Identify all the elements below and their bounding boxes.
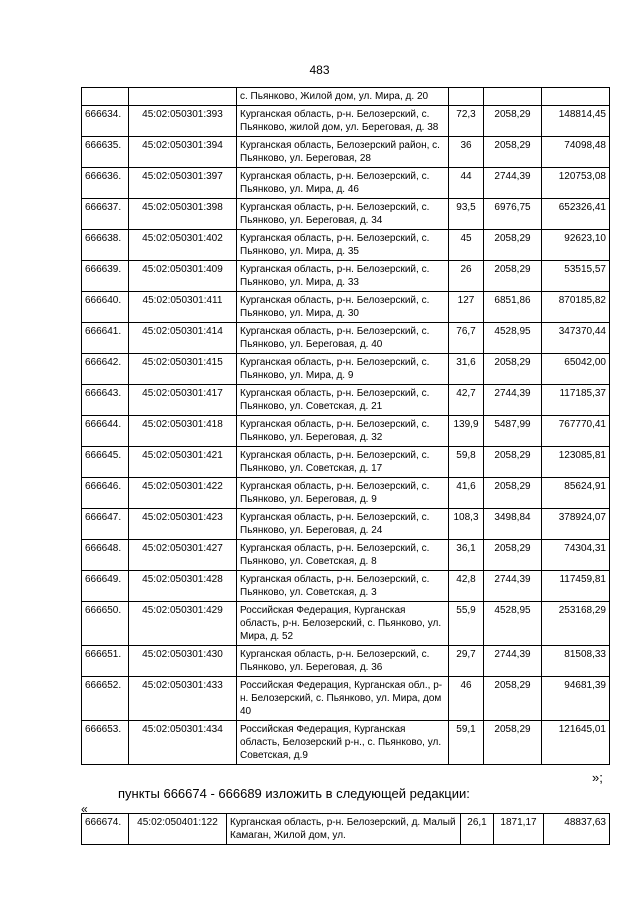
cell-area: 26: [449, 261, 484, 292]
cell-sum: 347370,44: [542, 323, 610, 354]
cell-address: Курганская область, р-н. Белозерский, с. Пьянково, ул. Береговая, д. 24: [237, 509, 449, 540]
table-body: [82, 88, 610, 765]
cell-number: 666674.: [82, 814, 129, 845]
cell-number: 666639.: [82, 261, 129, 292]
cell-number: 666650.: [82, 602, 129, 646]
cell-rate: 1871,17: [494, 814, 544, 845]
cell-number: 666651.: [82, 646, 129, 677]
cell-address: Курганская область, р-н. Белозерский, с. Пьянково, ул. Советская, д. 8: [237, 540, 449, 571]
table-row: [82, 646, 610, 677]
page-number: 483: [309, 63, 330, 77]
cell-cadastral: 45:02:050301:417: [129, 385, 237, 416]
cell-area: 55,9: [449, 602, 484, 646]
cell-sum: 53515,57: [542, 261, 610, 292]
cell-rate: 2744,39: [484, 168, 542, 199]
cell-rate: 6851,86: [484, 292, 542, 323]
cell-rate: 2058,29: [484, 137, 542, 168]
cell-area: 93,5: [449, 199, 484, 230]
cell-rate: 2744,39: [484, 571, 542, 602]
cell-number: [82, 88, 129, 106]
table-row: [82, 168, 610, 199]
cell-rate: 2058,29: [484, 540, 542, 571]
opening-quote: «: [81, 802, 88, 816]
cell-area: 59,8: [449, 447, 484, 478]
table-row: [82, 571, 610, 602]
cell-address: Курганская область, р-н. Белозерский, с. Пьянково, ул. Мира, д. 35: [237, 230, 449, 261]
cell-number: 666643.: [82, 385, 129, 416]
cell-address: Курганская область, р-н. Белозерский, с. Пьянково, ул. Мира, д. 33: [237, 261, 449, 292]
cell-rate: 2058,29: [484, 447, 542, 478]
cell-number: 666640.: [82, 292, 129, 323]
cell-area: 72,3: [449, 106, 484, 137]
cell-address: Курганская область, р-н. Белозерский, с. Пьянково, ул. Береговая, д. 40: [237, 323, 449, 354]
cell-address: Курганская область, р-н. Белозерский, с. Пьянково, жилой дом, ул. Береговая, д. 38: [237, 106, 449, 137]
table-row: [82, 354, 610, 385]
cell-area: 42,7: [449, 385, 484, 416]
table-row: [82, 509, 610, 540]
cell-address: Курганская область, р-н. Белозерский, с. Пьянково, ул. Советская, д. 3: [237, 571, 449, 602]
cell-sum: 121645,01: [542, 721, 610, 765]
cell-area: 46: [449, 677, 484, 721]
cell-sum: 123085,81: [542, 447, 610, 478]
cell-cadastral: 45:02:050301:394: [129, 137, 237, 168]
cell-number: 666647.: [82, 509, 129, 540]
cell-area: 29,7: [449, 646, 484, 677]
cell-rate: 4528,95: [484, 323, 542, 354]
cell-sum: 92623,10: [542, 230, 610, 261]
cell-area: 41,6: [449, 478, 484, 509]
cell-cadastral: 45:02:050301:409: [129, 261, 237, 292]
table-row: [82, 292, 610, 323]
cell-sum: 65042,00: [542, 354, 610, 385]
cell-rate: 2058,29: [484, 354, 542, 385]
table-row: [82, 137, 610, 168]
cell-cadastral: 45:02:050301:421: [129, 447, 237, 478]
cell-sum: 378924,07: [542, 509, 610, 540]
closing-quote: »;: [592, 770, 603, 785]
cell-area: 42,8: [449, 571, 484, 602]
cell-cadastral: 45:02:050301:402: [129, 230, 237, 261]
cell-number: 666642.: [82, 354, 129, 385]
table-row: [82, 261, 610, 292]
cell-number: 666637.: [82, 199, 129, 230]
cell-rate: 2744,39: [484, 385, 542, 416]
cell-area: 36: [449, 137, 484, 168]
cell-area: 44: [449, 168, 484, 199]
cell-cadastral: 45:02:050301:433: [129, 677, 237, 721]
cell-area: 76,7: [449, 323, 484, 354]
cell-cadastral: 45:02:050301:422: [129, 478, 237, 509]
cell-sum: 74098,48: [542, 137, 610, 168]
table-row: [82, 447, 610, 478]
cell-cadastral: 45:02:050301:418: [129, 416, 237, 447]
cell-cadastral: 45:02:050301:398: [129, 199, 237, 230]
cell-area: 45: [449, 230, 484, 261]
cell-rate: 2058,29: [484, 261, 542, 292]
cell-rate: 5487,99: [484, 416, 542, 447]
cell-sum: 117459,81: [542, 571, 610, 602]
cell-area: 31,6: [449, 354, 484, 385]
table-row: [82, 199, 610, 230]
cell-area: 127: [449, 292, 484, 323]
cell-area: [449, 88, 484, 106]
cell-address: Курганская область, р-н. Белозерский, д. Малый Камаган, Жилой дом, ул.: [227, 814, 461, 845]
cell-area: 59,1: [449, 721, 484, 765]
cell-rate: 2058,29: [484, 106, 542, 137]
cell-number: 666638.: [82, 230, 129, 261]
cell-rate: 2058,29: [484, 478, 542, 509]
cell-cadastral: 45:02:050301:415: [129, 354, 237, 385]
cell-address: Курганская область, р-н. Белозерский, с. Пьянково, ул. Советская, д. 17: [237, 447, 449, 478]
cell-address: Курганская область, Белозерский район, с. Пьянково, ул. Береговая, 28: [237, 137, 449, 168]
cell-sum: 767770,41: [542, 416, 610, 447]
cell-rate: 2058,29: [484, 677, 542, 721]
cell-cadastral: 45:02:050301:427: [129, 540, 237, 571]
table-row: [82, 478, 610, 509]
table-row: [82, 323, 610, 354]
cell-sum: 652326,41: [542, 199, 610, 230]
table-row: [82, 540, 610, 571]
cell-sum: 74304,31: [542, 540, 610, 571]
table-row: [82, 416, 610, 447]
cell-address: Курганская область, р-н. Белозерский, с. Пьянково, ул. Береговая, д. 32: [237, 416, 449, 447]
cell-cadastral: 45:02:050301:429: [129, 602, 237, 646]
cell-rate: 2058,29: [484, 230, 542, 261]
cell-rate: 3498,84: [484, 509, 542, 540]
cell-address: с. Пьянково, Жилой дом, ул. Мира, д. 20: [237, 88, 449, 106]
table-row: [82, 106, 610, 137]
cell-cadastral: [129, 88, 237, 106]
cell-address: Российская Федерация, Курганская обл., р-н. Белозерский, с. Пьянково, ул. Мира, дом 40: [237, 677, 449, 721]
cell-cadastral: 45:02:050301:411: [129, 292, 237, 323]
cell-sum: 120753,08: [542, 168, 610, 199]
cell-sum: 253168,29: [542, 602, 610, 646]
cell-sum: 48837,63: [544, 814, 610, 845]
cell-rate: 4528,95: [484, 602, 542, 646]
cell-area: 26,1: [461, 814, 494, 845]
cell-area: 36,1: [449, 540, 484, 571]
cell-cadastral: 45:02:050301:397: [129, 168, 237, 199]
cell-number: 666636.: [82, 168, 129, 199]
cell-address: Курганская область, р-н. Белозерский, с. Пьянково, ул. Мира, д. 30: [237, 292, 449, 323]
cell-address: Курганская область, р-н. Белозерский, с. Пьянково, ул. Береговая, д. 36: [237, 646, 449, 677]
cell-number: 666641.: [82, 323, 129, 354]
cell-number: 666645.: [82, 447, 129, 478]
cell-address: Курганская область, р-н. Белозерский, с. Пьянково, ул. Береговая, д. 9: [237, 478, 449, 509]
cell-number: 666652.: [82, 677, 129, 721]
table-row: [82, 721, 610, 765]
cell-address: Российская Федерация, Курганская область, Белозерский р-н., с. Пьянково, ул. Советская, д.9: [237, 721, 449, 765]
table-row: [82, 602, 610, 646]
cell-cadastral: 45:02:050301:430: [129, 646, 237, 677]
cell-number: 666649.: [82, 571, 129, 602]
cell-rate: [484, 88, 542, 106]
cell-cadastral: 45:02:050301:423: [129, 509, 237, 540]
cell-sum: 148814,45: [542, 106, 610, 137]
cell-number: 666635.: [82, 137, 129, 168]
cell-number: 666634.: [82, 106, 129, 137]
cell-rate: 6976,75: [484, 199, 542, 230]
cell-cadastral: 45:02:050301:393: [129, 106, 237, 137]
cell-number: 666653.: [82, 721, 129, 765]
land-valuation-table: [81, 87, 610, 765]
amendment-instruction: пункты 666674 - 666689 изложить в следующей редакции:: [118, 786, 470, 801]
table-row: [82, 814, 610, 845]
cell-address: Курганская область, р-н. Белозерский, с. Пьянково, ул. Мира, д. 9: [237, 354, 449, 385]
table-row: [82, 385, 610, 416]
cell-address: Курганская область, р-н. Белозерский, с. Пьянково, ул. Советская, д. 21: [237, 385, 449, 416]
cell-number: 666646.: [82, 478, 129, 509]
cell-address: Российская Федерация, Курганская область, р-н. Белозерский, с. Пьянково, ул. Мира, д. 52: [237, 602, 449, 646]
cell-rate: 2058,29: [484, 721, 542, 765]
cell-sum: 94681,39: [542, 677, 610, 721]
table-row: [82, 230, 610, 261]
cell-cadastral: 45:02:050301:434: [129, 721, 237, 765]
cell-cadastral: 45:02:050301:428: [129, 571, 237, 602]
amended-table: [81, 813, 610, 845]
cell-number: 666648.: [82, 540, 129, 571]
cell-cadastral: 45:02:050301:414: [129, 323, 237, 354]
cell-sum: [542, 88, 610, 106]
cell-sum: 85624,91: [542, 478, 610, 509]
cell-sum: 870185,82: [542, 292, 610, 323]
cell-sum: 117185,37: [542, 385, 610, 416]
table-row-partial: [82, 88, 610, 106]
cell-area: 139,9: [449, 416, 484, 447]
cell-area: 108,3: [449, 509, 484, 540]
table-row: [82, 677, 610, 721]
cell-address: Курганская область, р-н. Белозерский, с. Пьянково, ул. Береговая, д. 34: [237, 199, 449, 230]
cell-number: 666644.: [82, 416, 129, 447]
cell-address: Курганская область, р-н. Белозерский, с. Пьянково, ул. Мира, д. 46: [237, 168, 449, 199]
cell-cadastral: 45:02:050401:122: [129, 814, 227, 845]
cell-sum: 81508,33: [542, 646, 610, 677]
cell-rate: 2744,39: [484, 646, 542, 677]
